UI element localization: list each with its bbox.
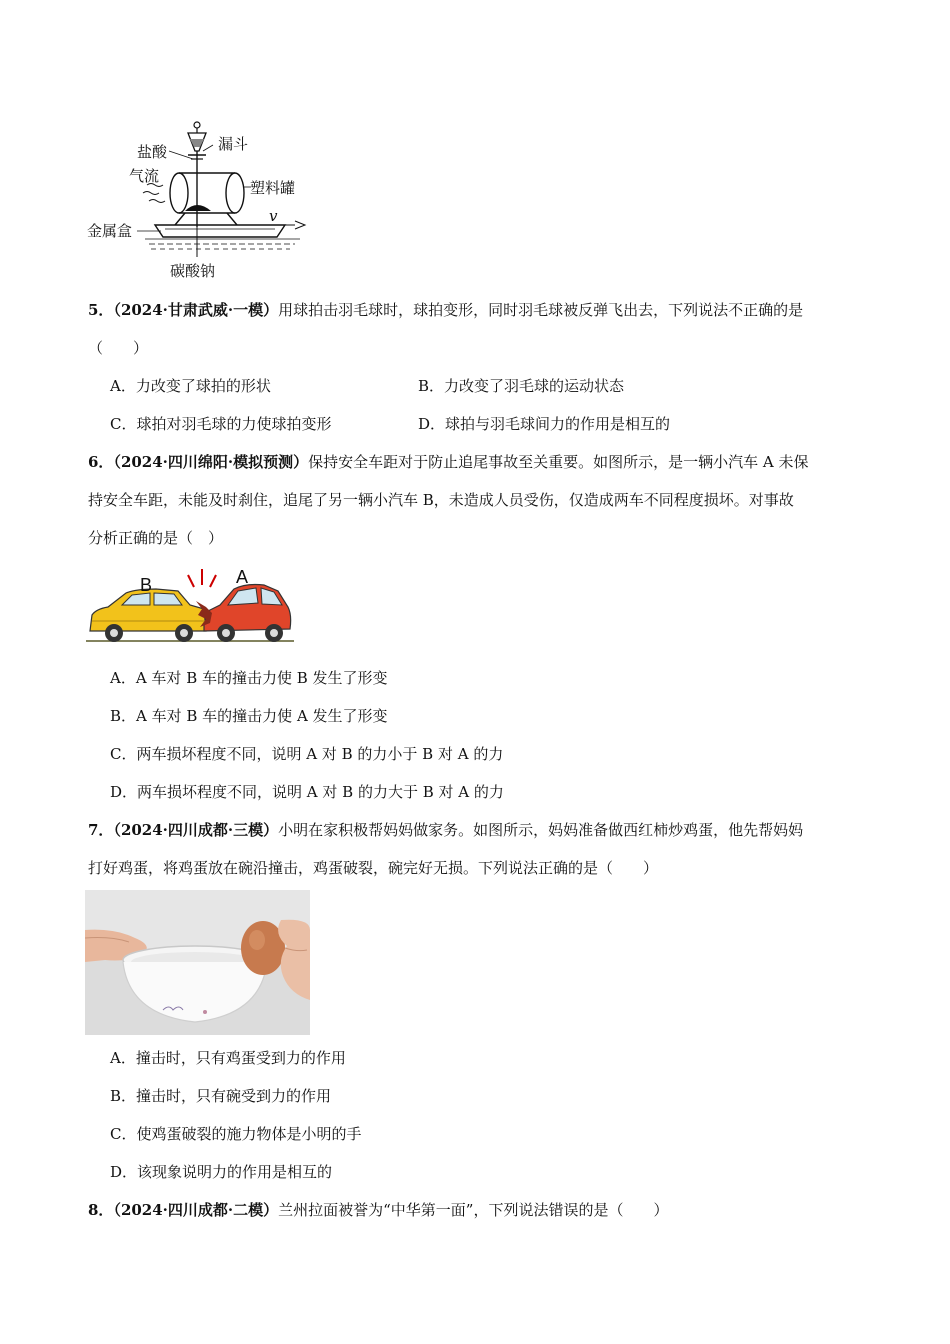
q8-source: （2024·四川成都·二模） [113,1201,279,1219]
q6-stem-line1 [88,452,809,472]
q5-text: 用球拍击羽毛球时，球拍变形，同时羽毛球被反弹飞出去，下列说法不正确的是 [278,301,804,319]
label-velocity: v [269,207,278,225]
q5-source: （2024·甘肃武威·一模） [113,301,279,319]
q6-number: 6． [88,453,114,471]
car-crash-figure [86,565,296,650]
label-box: 金属盒 [87,222,133,240]
q6-stem-line2: 持安全车距，未能及时刹住，追尾了另一辆小汽车 B，未造成人员受伤，仅造成两车不同程度损坏。对事故 [88,491,794,509]
q8-number: 8． [88,1201,114,1219]
q6-source: （2024·四川绵阳·模拟预测） [113,453,309,471]
label-soda: 碳酸钠 [170,262,216,280]
q7-number: 7． [88,821,114,839]
q8-text: 兰州拉面被誉为“中华第一面”，下列说法错误的是（ ） [278,1201,669,1219]
q6-option-d: D．两车损坏程度不同，说明 A 对 B 的力大于 B 对 A 的力 [110,783,504,801]
q7-option-c: C．使鸡蛋破裂的施力物体是小明的手 [110,1125,362,1143]
q7-stem-line2: 打好鸡蛋，将鸡蛋放在碗沿撞击，鸡蛋破裂，碗完好无损。下列说法正确的是（ ） [88,859,659,877]
q7-option-b: B．撞击时，只有碗受到力的作用 [110,1087,332,1105]
q5-number: 5． [88,301,114,319]
car-crash-drawing [86,565,296,650]
q6-stem-line3: 分析正确的是（ ） [88,529,224,547]
q6-option-a: A．A 车对 B 车的撞击力使 B 发生了形变 [110,669,388,687]
car-label-b: B [140,575,153,595]
q5-option-a: A．力改变了球拍的形状 [110,377,271,395]
q6-option-b: B．A 车对 B 车的撞击力使 A 发生了形变 [110,707,388,725]
q5-option-d: D．球拍与羽毛球间力的作用是相互的 [418,415,671,433]
car-label-a: A [236,567,249,587]
q7-stem-line1 [88,820,803,840]
label-can: 塑料罐 [250,179,296,197]
q7-option-a: A．撞击时，只有鸡蛋受到力的作用 [110,1049,346,1067]
q7-text-1: 小明在家积极帮妈妈做家务。如图所示，妈妈准备做西红柿炒鸡蛋，他先帮妈妈 [278,821,804,839]
q7-option-d: D．该现象说明力的作用是相互的 [110,1163,333,1181]
label-hcl: 盐酸 [137,143,168,161]
label-funnel: 漏斗 [218,135,249,153]
q8-stem [88,1200,668,1220]
q6-option-c: C．两车损坏程度不同，说明 A 对 B 的力小于 B 对 A 的力 [110,745,504,763]
q5-stem [88,300,803,320]
q6-text-1: 保持安全车距对于防止追尾事故至关重要。如图所示，是一辆小汽车 A 未保 [308,453,809,471]
label-airflow: 气流 [129,167,160,185]
bowl-egg-drawing [85,890,310,1035]
bowl-egg-photo [85,890,310,1035]
q5-blank: （ ） [88,339,149,357]
q5-option-b: B．力改变了羽毛球的运动状态 [418,377,625,395]
q7-source: （2024·四川成都·三模） [113,821,279,839]
q5-option-c: C．球拍对羽毛球的力使球拍变形 [110,415,332,433]
apparatus-figure [85,115,315,285]
